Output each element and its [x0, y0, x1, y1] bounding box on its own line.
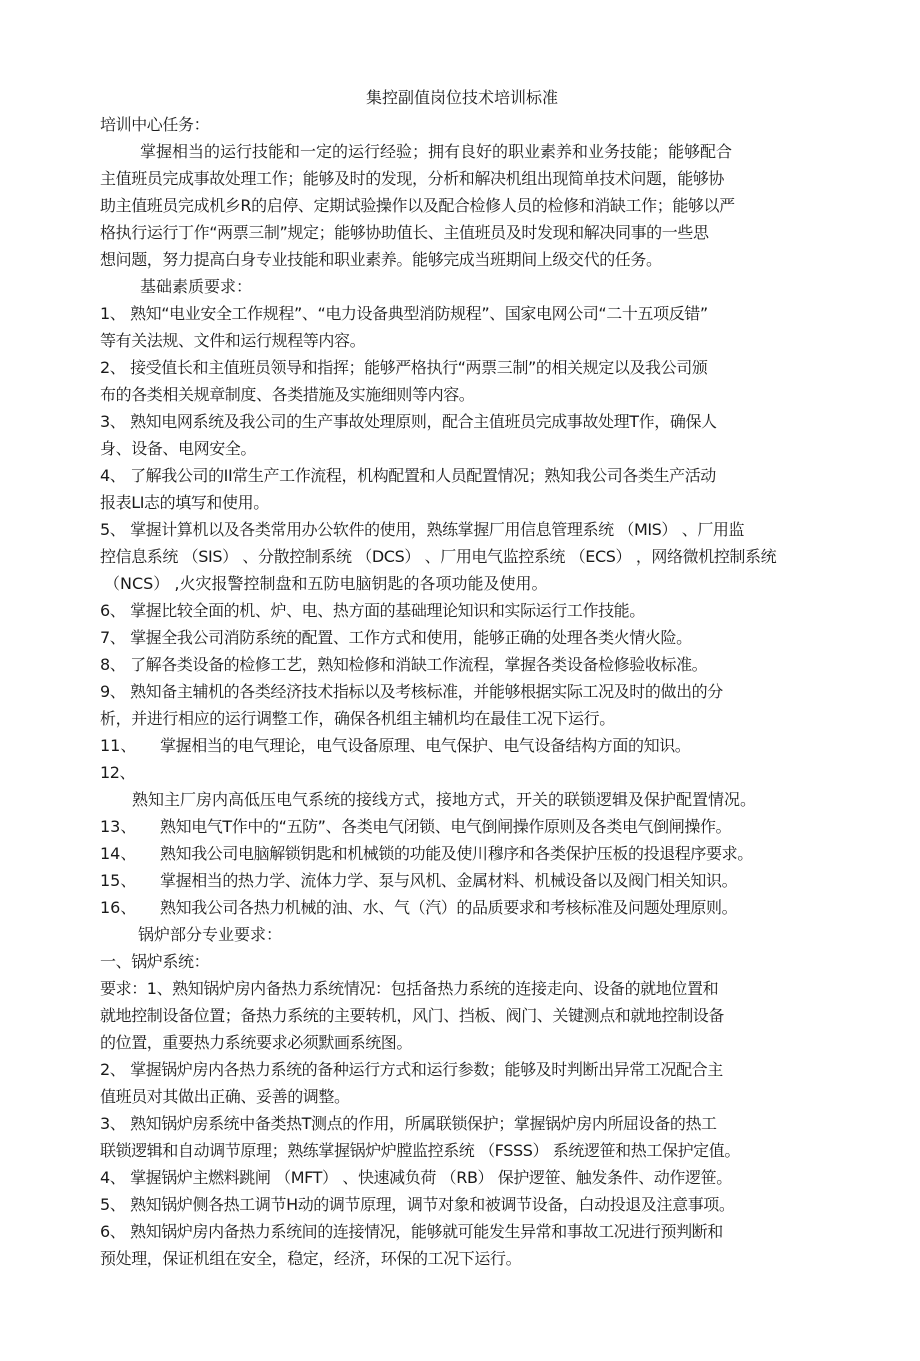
- line-text: 析，并进行相应的运行调整工作，确保各机组主辅机均在最佳工况下运行。: [100, 709, 615, 728]
- text-line: [0, 219, 920, 246]
- section-heading: [0, 948, 920, 975]
- line-text: 锅炉部分专业要求：: [138, 925, 283, 944]
- text-line: [0, 192, 920, 219]
- item-number: 16、: [100, 898, 137, 917]
- section-heading: [0, 921, 920, 948]
- line-text: 基础素质要求：: [140, 277, 253, 296]
- text-line: [0, 1164, 920, 1191]
- text-line: [0, 1110, 920, 1137]
- text-line: [0, 408, 920, 435]
- text-line: [0, 786, 920, 813]
- text-line: [0, 246, 920, 273]
- text-line: [0, 165, 920, 192]
- text-line: [0, 327, 920, 354]
- text-line: [0, 1137, 920, 1164]
- text-line: [0, 543, 920, 570]
- line-text: 就地控制设备位置；备热力系统的主要转机，风门、挡板、阀门、关键测点和就地控制设备: [100, 1006, 725, 1025]
- line-text: 控信息系统 （SIS） 、分散控制系统 （DCS） 、厂用电气监控系统 （ECS） ，网络微机控制系统: [100, 547, 777, 566]
- line-text: 7、 掌握全我公司消防系统的配置、工作方式和使用，能够正确的处理各类火情火险。: [100, 628, 692, 647]
- text-line: [0, 381, 920, 408]
- text-line: [0, 678, 920, 705]
- text-line: [0, 867, 920, 894]
- document-page: [0, 84, 920, 1272]
- text-line: [0, 975, 920, 1002]
- text-line: [0, 435, 920, 462]
- line-text: 掌握相当的电气理论，电气设备原理、电气保护、电气设备结构方面的知识。: [160, 736, 691, 755]
- text-line: [0, 840, 920, 867]
- line-text: 格执行运行丁作“两票三制”规定；能够协助值长、主值班员及时发现和解决同事的一些思: [100, 223, 709, 242]
- line-text: 等有关法规、文件和运行规程等内容。: [100, 331, 366, 350]
- line-text: 熟知主厂房内高低压电气系统的接线方式，接地方式，开关的联锁逻辑及保护配置情况。: [132, 790, 757, 809]
- line-text: 5、 掌握计算机以及各类常用办公软件的使用，熟练掌握厂用信息管理系统 （MIS） 、厂用监: [100, 520, 745, 539]
- line-text: 2、 掌握锅炉房内各热力系统的备种运行方式和运行参数；能够及时判断出异常工况配合主: [100, 1060, 723, 1079]
- item-number: 13、: [100, 817, 137, 836]
- line-text: 4、 掌握锅炉主燃料跳闸 （MFT） 、快速减负荷 （RB） 保护逻笹、触发条件、动作逻笹。: [100, 1168, 732, 1187]
- line-text: （NCS） ,火灾报警控制盘和五防电脑钥匙的各项功能及使用。: [104, 574, 548, 593]
- line-text: 9、 熟知备主辅机的各类经济技术指标以及考核标准，并能够根据实际工况及时的做出的分: [100, 682, 723, 701]
- text-line: [0, 300, 920, 327]
- line-text: 6、 熟知锅炉房内备热力系统间的连接情况，能够就可能发生异常和事故工况进行预判断和: [100, 1222, 723, 1241]
- text-line: [0, 732, 920, 759]
- text-line: [0, 1218, 920, 1245]
- line-text: 6、 掌握比较全面的机、炉、电、热方面的基础理论知识和实际运行工作技能。: [100, 601, 645, 620]
- text-line: [0, 354, 920, 381]
- line-text: 掌握相当的运行技能和一定的运行经验；拥有良好的职业素养和业务技能；能够配合: [140, 142, 733, 161]
- section-heading: [0, 111, 920, 138]
- line-text: 的位置，重要热力系统要求必须默画系统图。: [100, 1033, 413, 1052]
- line-text: 3、 熟知锅炉房系统中备类热T测点的作用，所属联锁保护；掌握锅炉房内所屈设备的热工: [100, 1114, 717, 1133]
- text-line: [0, 516, 920, 543]
- line-text: 主值班员完成事故处理工作；能够及时的发现，分析和解决机组出现简单技术问题，能够协: [100, 169, 725, 188]
- line-text: 布的各类相关规章制度、各类措施及实施细则等内容。: [100, 385, 475, 404]
- text-line: [0, 462, 920, 489]
- text-line: [0, 597, 920, 624]
- line-text: 熟知电气T作中的“五防”、各类电气闭锁、电气倒闸操作原则及各类电气倒闸操作。: [160, 817, 732, 836]
- document-title: 集控副值岗位技术培训标准: [365, 88, 558, 107]
- line-text: 助主值班员完成机乡R的启停、定期试验操作以及配合检修人员的检修和消缺工作；能够以严: [100, 196, 735, 215]
- text-line: [0, 813, 920, 840]
- line-text: 掌握相当的热力学、流体力学、泵与风机、金属材料、机械设备以及阀门相关知识。: [160, 871, 738, 890]
- line-text: 12、: [100, 763, 136, 782]
- text-line: [0, 570, 920, 597]
- line-text: 1、 熟知“电业安全工作规程”、“电力设备典型消防规程”、国家电网公司“二十五项反错”: [100, 304, 708, 323]
- text-line: [0, 489, 920, 516]
- text-line: [0, 1191, 920, 1218]
- line-text: 想问题，努力提高白身专业技能和职业素养。能够完成当班期间上级交代的任务。: [100, 250, 662, 269]
- item-number: 15、: [100, 871, 137, 890]
- text-line: [0, 1245, 920, 1272]
- line-text: 联锁逻辑和自动调节原理；熟练掌握锅炉炉膛监控系统 （FSSS） 系统逻笹和热工保护定值。: [100, 1141, 740, 1160]
- line-text: 预处理，保证机组在安全，稳定，经济，环保的工况下运行。: [100, 1249, 522, 1268]
- text-line: [0, 894, 920, 921]
- line-text: 8、 了解各类设备的检修工艺，熟知检修和消缺工作流程，掌握各类设备检修验收标准。: [100, 655, 708, 674]
- text-line: [0, 705, 920, 732]
- line-text: 要求：1、熟知锅炉房内备热力系统情况：包括备热力系统的连接走向、设备的就地位置和: [100, 979, 719, 998]
- text-line: [0, 1056, 920, 1083]
- text-line: [0, 759, 920, 786]
- line-text: 熟知我公司电脑解锁钥匙和机械锁的功能及使川穆序和各类保护压板的投退程序要求。: [160, 844, 753, 863]
- text-line: [0, 1002, 920, 1029]
- text-line: [0, 138, 920, 165]
- text-line: [0, 624, 920, 651]
- text-line: [0, 651, 920, 678]
- line-text: 身、设备、电网安全。: [100, 439, 257, 458]
- line-text: 值班员对其做出正确、妥善的调整。: [100, 1087, 350, 1106]
- item-number: 11、: [100, 736, 137, 755]
- line-text: 一、锅炉系统：: [100, 952, 210, 971]
- line-text: 报表LI志的填写和使用。: [100, 493, 269, 512]
- line-text: 3、 熟知电网系统及我公司的生产事故处理原则，配合主值班员完成事故处理T作，确保人: [100, 412, 717, 431]
- section-heading: [0, 273, 920, 300]
- text-line: [0, 1029, 920, 1056]
- text-line: [0, 1083, 920, 1110]
- line-text: 5、 熟知锅炉侧各热工调节H动的调节原理，调节对象和被调节设备，白动投退及注意事项。: [100, 1195, 735, 1214]
- item-number: 14、: [100, 844, 137, 863]
- line-text: 4、 了解我公司的II常生产工作流程，机构配置和人员配置情况；熟知我公司各类生产活动: [100, 466, 716, 485]
- line-text: 2、 接受值长和主值班员领导和指挥；能够严格执行“两票三制”的相关规定以及我公司颁: [100, 358, 708, 377]
- line-text: 培训中心任务：: [100, 115, 210, 134]
- line-text: 熟知我公司各热力机械的油、水、气（汽）的品质要求和考核标准及问题处理原则。: [160, 898, 738, 917]
